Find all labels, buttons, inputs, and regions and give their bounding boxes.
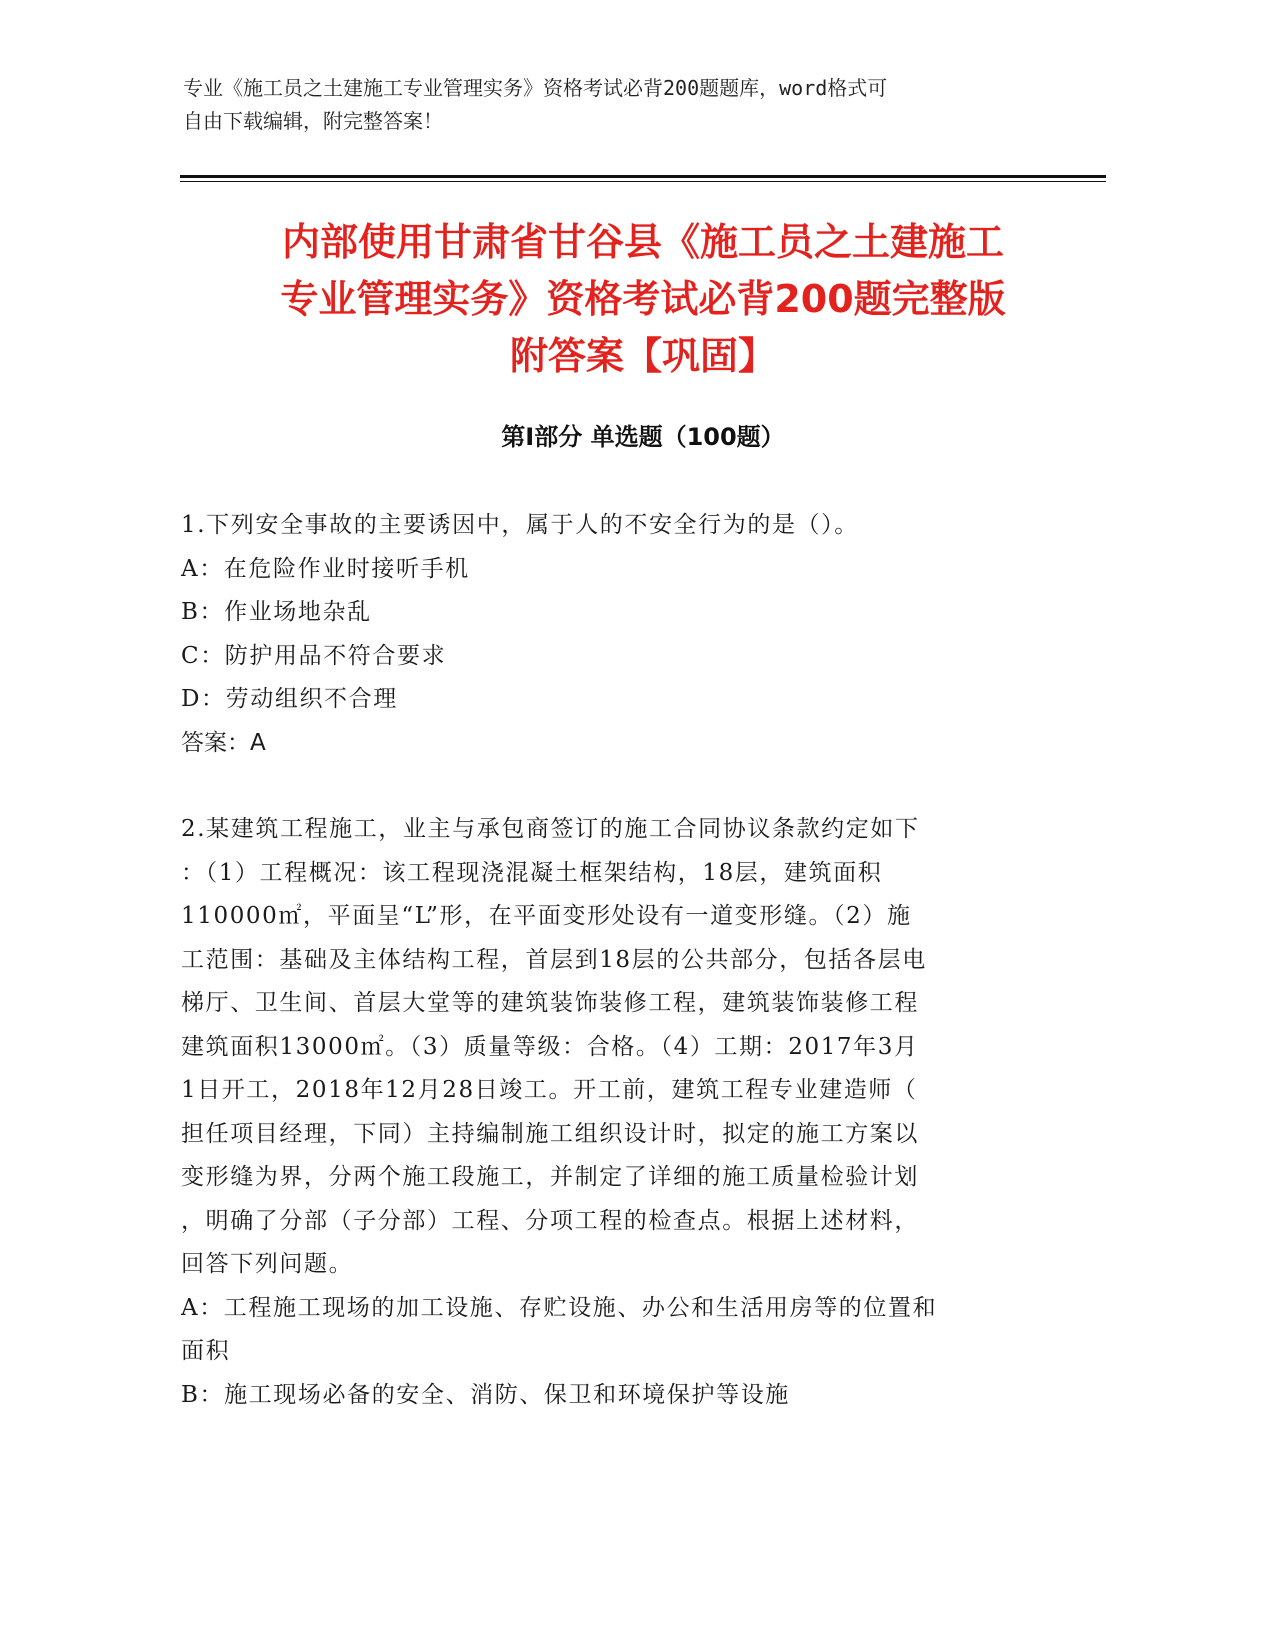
question-list — [181, 504, 1041, 1417]
question-stem-line: ，明确了分部（子分部）工程、分项工程的检查点。根据上述材料， — [181, 1207, 919, 1234]
option-b: B：作业场地杂乱 — [181, 599, 372, 625]
option-a: A：在危险作业时接听手机 — [181, 555, 470, 582]
question-stem-line: 2.某建筑工程施工，业主与承包商签订的施工合同协议条款约定如下 — [181, 816, 920, 842]
question-stem-line: 担任项目经理，下同）主持编制施工组织设计时，拟定的施工方案以 — [181, 1120, 919, 1147]
question-stem-line: ：（1）工程概况：该工程现浇混凝土框架结构，18层，建筑面积 — [181, 859, 883, 886]
question-spacer — [181, 765, 1041, 808]
section-title: 第I部分 单选题（100题） — [501, 423, 785, 451]
header-divider-thin — [180, 181, 1106, 182]
option-d: D：劳动组织不合理 — [181, 686, 398, 712]
header-note-line: 专业《施工员之土建施工专业管理实务》资格考试必背200题题库，word格式可 — [183, 76, 888, 100]
title-line: 内部使用甘肃省甘谷县《施工员之土建施工 — [281, 220, 1004, 264]
title-line: 附答案【巩固】 — [509, 334, 776, 378]
question-1 — [181, 504, 1041, 765]
option-c: C：防护用品不符合要求 — [181, 642, 447, 669]
option-a-continued: 面积 — [181, 1338, 231, 1364]
question-stem-line: 1日开工，2018年12月28日竣工。开工前，建筑工程专业建造师（ — [181, 1077, 918, 1103]
document-title — [180, 214, 1106, 385]
header-divider-thick — [180, 175, 1106, 178]
question-stem-line: 梯厅、卫生间、首层大堂等的建筑装饰装修工程，建筑装饰装修工程 — [181, 990, 919, 1016]
option-b: B：施工现场必备的安全、消防、保卫和环境保护等设施 — [181, 1381, 790, 1408]
question-stem: 1.下列安全事故的主要诱因中，属于人的不安全行为的是（）。 — [181, 512, 859, 538]
option-a: A：工程施工现场的加工设施、存贮设施、办公和生活用房等的位置和 — [181, 1294, 938, 1321]
question-stem-line: 工范围：基础及主体结构工程，首层到18层的公共部分，包括各层电 — [181, 946, 927, 973]
question-stem-line: 回答下列问题。 — [181, 1251, 354, 1277]
header-note — [183, 72, 1043, 138]
question-stem-line: 110000㎡，平面呈“L”形，在平面变形处设有一道变形缝。（2）施 — [181, 903, 912, 929]
question-stem-line: 建筑面积13000㎡。（3）质量等级：合格。（4）工期：2017年3月 — [181, 1033, 919, 1060]
title-line: 专业管理实务》资格考试必背200题完整版 — [280, 277, 1006, 321]
question-2 — [181, 808, 1041, 1417]
answer: 答案：A — [181, 729, 266, 756]
header-note-line: 自由下载编辑，附完整答案！ — [183, 109, 443, 133]
question-stem-line: 变形缝为界，分两个施工段施工，并制定了详细的施工质量检验计划 — [181, 1164, 919, 1190]
